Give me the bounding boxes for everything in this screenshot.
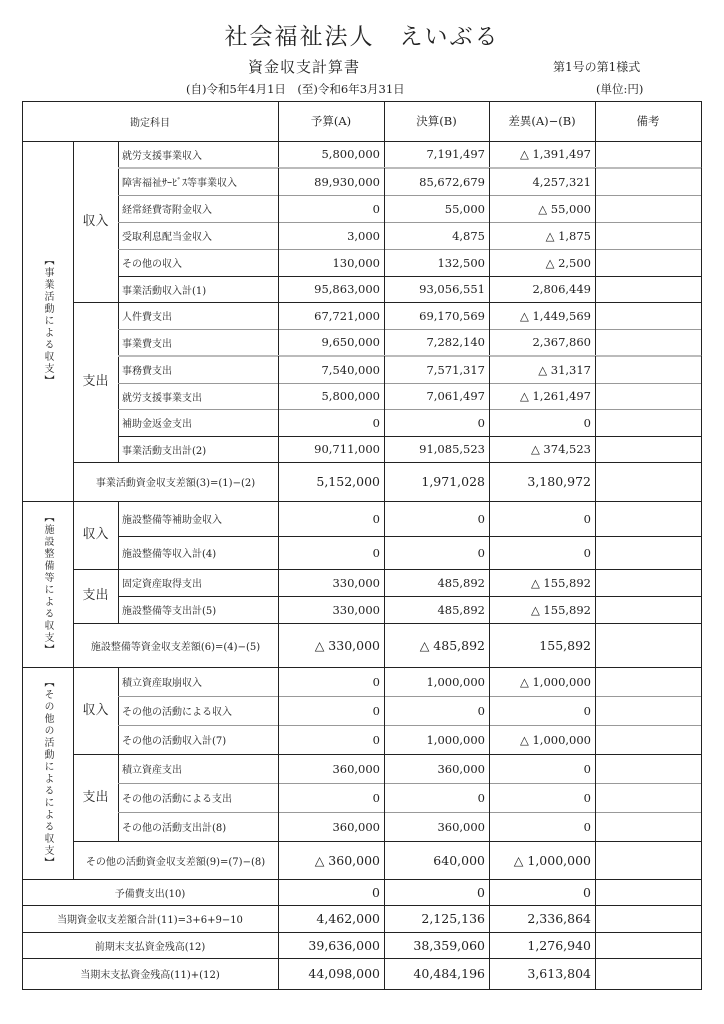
budget-value: 95,863,000 [278, 276, 385, 303]
actual-value: 0 [384, 783, 490, 813]
income-row-label: 施設整備等補助金収入 [118, 501, 279, 537]
income-row-label: 就労支援事業収入 [118, 141, 279, 169]
budget-value: 7,540,000 [278, 356, 385, 384]
budget-value: 89,930,000 [278, 168, 385, 196]
actual-value: 0 [384, 536, 490, 570]
balance-row-label: 事業活動資金収支差額(3)=(1)−(2) [73, 462, 279, 502]
income-row-label: その他の活動収入計(7) [118, 725, 279, 755]
expense-row-label: 積立資産支出 [118, 754, 279, 784]
expense-row-label: 就労支援事業支出 [118, 383, 279, 410]
remarks-cell[interactable] [595, 356, 702, 384]
budget-value: 330,000 [278, 569, 385, 597]
remarks-cell[interactable] [595, 329, 702, 357]
actual-value: 485,892 [384, 596, 490, 624]
remarks-cell[interactable] [595, 958, 702, 990]
header-actual: 決算(B) [384, 101, 490, 142]
remarks-cell[interactable] [595, 383, 702, 410]
diff-value: 3,180,972 [489, 462, 596, 502]
budget-value: 9,650,000 [278, 329, 385, 357]
income-group-label: 収入 [73, 501, 119, 570]
header-account: 勘定科目 [22, 101, 279, 142]
diff-value: △ 55,000 [489, 195, 596, 223]
expense-row-label: 施設整備等支出計(5) [118, 596, 279, 624]
remarks-cell[interactable] [595, 596, 702, 624]
currency-unit: (単位:円) [596, 82, 644, 96]
actual-value: 40,484,196 [384, 958, 490, 990]
total-row-label: 当期末支払資金残高(11)+(12) [22, 958, 279, 990]
actual-value: 38,359,060 [384, 932, 490, 959]
remarks-cell[interactable] [595, 501, 702, 537]
budget-value: 5,152,000 [278, 462, 385, 502]
remarks-cell[interactable] [595, 841, 702, 880]
expense-row-label: 人件費支出 [118, 302, 279, 330]
actual-value: 91,085,523 [384, 436, 490, 463]
remarks-cell[interactable] [595, 696, 702, 726]
budget-value: 0 [278, 696, 385, 726]
income-row-label: 経常経費寄附金収入 [118, 195, 279, 223]
actual-value: 0 [384, 501, 490, 537]
actual-value: △ 485,892 [384, 623, 490, 668]
diff-value: 0 [489, 536, 596, 570]
diff-value: △ 1,000,000 [489, 725, 596, 755]
diff-value: 0 [489, 812, 596, 842]
remarks-cell[interactable] [595, 195, 702, 223]
section-title: 【施設整備等による収支】 [22, 501, 74, 668]
remarks-cell[interactable] [595, 932, 702, 959]
actual-value: 7,191,497 [384, 141, 490, 169]
expense-row-label: 事務費支出 [118, 356, 279, 384]
budget-value: 4,462,000 [278, 905, 385, 933]
fiscal-period: (自)令和5年4月1日 (至)令和6年3月31日 [186, 82, 405, 96]
actual-value: 4,875 [384, 222, 490, 250]
diff-value: △ 1,391,497 [489, 141, 596, 169]
diff-value: △ 1,000,000 [489, 841, 596, 880]
budget-value: 44,098,000 [278, 958, 385, 990]
diff-value: 0 [489, 754, 596, 784]
remarks-cell[interactable] [595, 409, 702, 437]
section-title: 【その他の活動によるによる収支】 [22, 667, 74, 880]
diff-value: 1,276,940 [489, 932, 596, 959]
expense-group-label: 支出 [73, 754, 119, 842]
remarks-cell[interactable] [595, 249, 702, 277]
remarks-cell[interactable] [595, 168, 702, 196]
remarks-cell[interactable] [595, 302, 702, 330]
diff-value: △ 1,875 [489, 222, 596, 250]
budget-value: 0 [278, 725, 385, 755]
section-title: 【事業活動による収支】 [22, 141, 74, 502]
remarks-cell[interactable] [595, 436, 702, 463]
actual-value: 55,000 [384, 195, 490, 223]
balance-row-label: 施設整備等資金収支差額(6)=(4)−(5) [73, 623, 279, 668]
income-row-label: 受取利息配当金収入 [118, 222, 279, 250]
diff-value: 0 [489, 501, 596, 537]
diff-value: 4,257,321 [489, 168, 596, 196]
actual-value: 0 [384, 696, 490, 726]
remarks-cell[interactable] [595, 905, 702, 933]
document-title: 資金収支計算書 [248, 58, 361, 76]
actual-value: 360,000 [384, 812, 490, 842]
diff-value: 2,806,449 [489, 276, 596, 303]
income-row-label: その他の収入 [118, 249, 279, 277]
actual-value: 360,000 [384, 754, 490, 784]
income-row-label: その他の活動による収入 [118, 696, 279, 726]
actual-value: 7,061,497 [384, 383, 490, 410]
budget-value: △ 330,000 [278, 623, 385, 668]
remarks-cell[interactable] [595, 623, 702, 668]
actual-value: 7,571,317 [384, 356, 490, 384]
actual-value: 1,971,028 [384, 462, 490, 502]
actual-value: 1,000,000 [384, 667, 490, 697]
remarks-cell[interactable] [595, 276, 702, 303]
remarks-cell[interactable] [595, 141, 702, 169]
actual-value: 2,125,136 [384, 905, 490, 933]
diff-value: 0 [489, 879, 596, 906]
expense-row-label: 事業活動支出計(2) [118, 436, 279, 463]
income-row-label: 障害福祉ｻｰﾋﾞｽ等事業収入 [118, 168, 279, 196]
remarks-cell[interactable] [595, 812, 702, 842]
expense-row-label: 事業費支出 [118, 329, 279, 357]
budget-value: 5,800,000 [278, 383, 385, 410]
header-budget: 予算(A) [278, 101, 385, 142]
actual-value: 485,892 [384, 569, 490, 597]
diff-value: △ 31,317 [489, 356, 596, 384]
budget-value: 5,800,000 [278, 141, 385, 169]
budget-value: 0 [278, 783, 385, 813]
balance-row-label: その他の活動資金収支差額(9)=(7)−(8) [73, 841, 279, 880]
expense-group-label: 支出 [73, 569, 119, 624]
diff-value: 155,892 [489, 623, 596, 668]
remarks-cell[interactable] [595, 754, 702, 784]
diff-value: △ 374,523 [489, 436, 596, 463]
diff-value: △ 2,500 [489, 249, 596, 277]
income-row-label: 事業活動収入計(1) [118, 276, 279, 303]
income-row-label: 積立資産取崩収入 [118, 667, 279, 697]
actual-value: 69,170,569 [384, 302, 490, 330]
remarks-cell[interactable] [595, 725, 702, 755]
remarks-cell[interactable] [595, 569, 702, 597]
income-row-label: 施設整備等収入計(4) [118, 536, 279, 570]
header-diff: 差異(A)−(B) [489, 101, 596, 142]
diff-value: △ 155,892 [489, 596, 596, 624]
expense-row-label: その他の活動支出計(8) [118, 812, 279, 842]
actual-value: 640,000 [384, 841, 490, 880]
income-group-label: 収入 [73, 141, 119, 303]
remarks-cell[interactable] [595, 667, 702, 697]
budget-value: 0 [278, 195, 385, 223]
diff-value: △ 1,261,497 [489, 383, 596, 410]
expense-row-label: 補助金返金支出 [118, 409, 279, 437]
budget-value: 360,000 [278, 754, 385, 784]
organization-title: 社会福祉法人 えいぶる [224, 24, 500, 50]
actual-value: 7,282,140 [384, 329, 490, 357]
header-remarks: 備考 [595, 101, 702, 142]
diff-value: 2,336,864 [489, 905, 596, 933]
diff-value: △ 1,000,000 [489, 667, 596, 697]
total-row-label: 前期末支払資金残高(12) [22, 932, 279, 959]
budget-value: 0 [278, 879, 385, 906]
budget-value: 3,000 [278, 222, 385, 250]
remarks-cell[interactable] [595, 222, 702, 250]
budget-value: 330,000 [278, 596, 385, 624]
expense-row-label: その他の活動による支出 [118, 783, 279, 813]
budget-value: 360,000 [278, 812, 385, 842]
remarks-cell[interactable] [595, 783, 702, 813]
budget-value: 0 [278, 536, 385, 570]
diff-value: △ 155,892 [489, 569, 596, 597]
actual-value: 0 [384, 409, 490, 437]
budget-value: 130,000 [278, 249, 385, 277]
actual-value: 132,500 [384, 249, 490, 277]
expense-row-label: 固定資産取得支出 [118, 569, 279, 597]
remarks-cell[interactable] [595, 879, 702, 906]
actual-value: 1,000,000 [384, 725, 490, 755]
budget-value: 0 [278, 501, 385, 537]
actual-value: 0 [384, 879, 490, 906]
actual-value: 85,672,679 [384, 168, 490, 196]
total-row-label: 当期資金収支差額合計(11)=3+6+9−10 [22, 905, 279, 933]
budget-value: △ 360,000 [278, 841, 385, 880]
diff-value: 3,613,804 [489, 958, 596, 990]
expense-group-label: 支出 [73, 302, 119, 463]
income-group-label: 収入 [73, 667, 119, 755]
budget-value: 0 [278, 409, 385, 437]
remarks-cell[interactable] [595, 462, 702, 502]
budget-value: 90,711,000 [278, 436, 385, 463]
total-row-label: 予備費支出(10) [22, 879, 279, 906]
budget-value: 39,636,000 [278, 932, 385, 959]
diff-value: 2,367,860 [489, 329, 596, 357]
diff-value: 0 [489, 696, 596, 726]
actual-value: 93,056,551 [384, 276, 490, 303]
form-number: 第1号の第1様式 [553, 60, 641, 74]
budget-value: 0 [278, 667, 385, 697]
budget-value: 67,721,000 [278, 302, 385, 330]
diff-value: △ 1,449,569 [489, 302, 596, 330]
remarks-cell[interactable] [595, 536, 702, 570]
diff-value: 0 [489, 409, 596, 437]
diff-value: 0 [489, 783, 596, 813]
